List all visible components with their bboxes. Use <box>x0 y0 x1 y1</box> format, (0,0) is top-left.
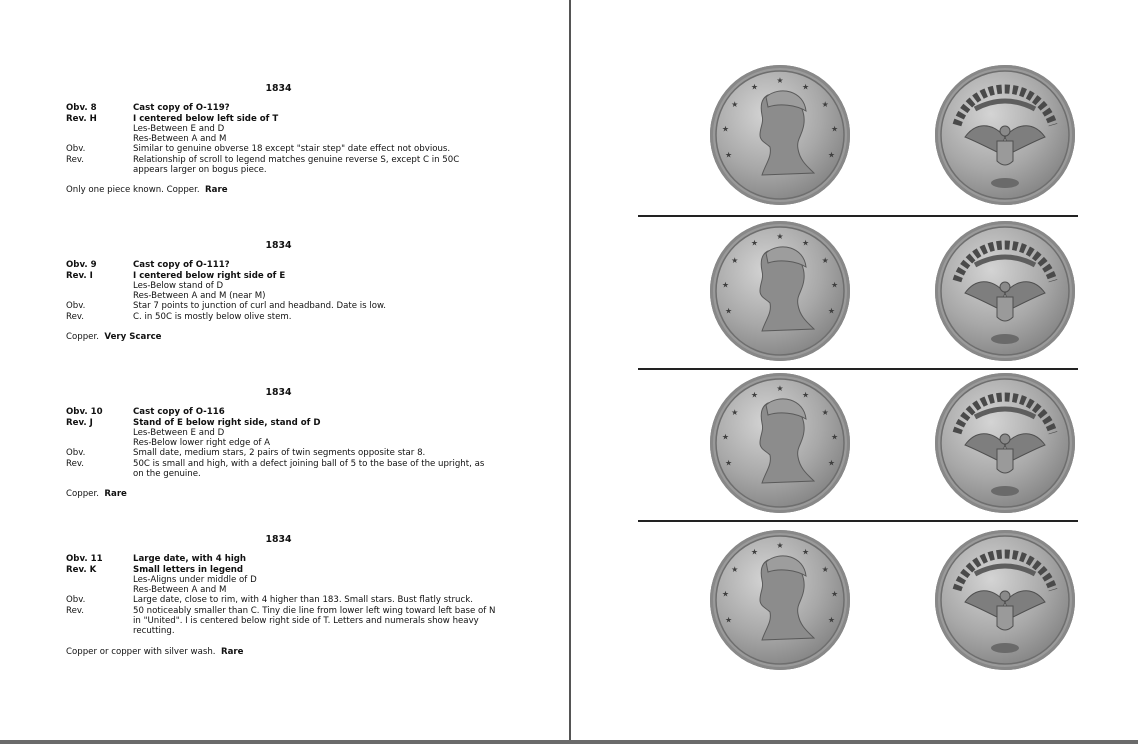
entry-obv-10 <box>66 388 506 500</box>
detail-line: Res-Below lower right edge of A <box>133 438 270 449</box>
reverse-title: I centered below left side of T <box>133 113 279 124</box>
svg-text:★: ★ <box>724 150 733 160</box>
svg-text:★: ★ <box>750 238 759 248</box>
reverse-label: Rev. K <box>66 564 97 575</box>
svg-text:★: ★ <box>831 124 839 134</box>
entry-year: 1834 <box>265 240 292 251</box>
svg-text:★: ★ <box>750 82 759 92</box>
obverse-label: Obv. 10 <box>66 407 103 418</box>
coin-obverse-bust-icon <box>710 373 850 513</box>
reverse-note-label: Rev. <box>66 458 85 469</box>
obverse-label: Obv. 11 <box>66 554 103 565</box>
svg-text:★: ★ <box>776 232 784 241</box>
svg-text:★: ★ <box>724 615 733 625</box>
svg-text:★: ★ <box>801 390 810 400</box>
svg-text:★: ★ <box>821 255 829 265</box>
reverse-label: Rev. J <box>66 417 93 428</box>
reverse-note: 50 noticeably smaller than C. Tiny die line from lower left wing toward left base of N in "United". I is centered below right side of T. Letters and numerals show heavy recutting. <box>133 605 496 637</box>
obverse-note-label: Obv. <box>66 595 86 606</box>
obverse-label: Obv. 8 <box>66 103 97 114</box>
coin-reverse-eagle-icon <box>935 530 1075 670</box>
entry-obv-11 <box>66 535 506 657</box>
reverse-note-label: Rev. <box>66 605 85 616</box>
entry-year: 1834 <box>265 83 292 94</box>
obverse-note-label: Obv. <box>66 301 86 312</box>
bottom-scrollbar[interactable] <box>0 740 1138 744</box>
svg-text:★: ★ <box>731 255 739 265</box>
svg-text:★: ★ <box>827 458 836 468</box>
svg-text:★: ★ <box>776 541 784 550</box>
obverse-note: Small date, medium stars, 2 pairs of twin segments opposite star 8. <box>133 448 426 459</box>
reverse-note: Relationship of scroll to legend matches genuine reverse S, except C in 50C appears larger on bogus piece. <box>133 154 460 176</box>
detail-line: Les-Between E and D <box>133 427 225 438</box>
svg-text:★: ★ <box>721 124 729 134</box>
obverse-title: Cast copy of O-116 <box>133 407 225 418</box>
svg-text:★: ★ <box>731 564 739 574</box>
reverse-note: 50C is small and high, with a defect joining ball of 5 to the base of the upright, as on the genuine. <box>133 458 485 480</box>
reverse-label: Rev. I <box>66 270 93 281</box>
coin-obverse-bust-icon <box>710 530 850 670</box>
reverse-note-label: Rev. <box>66 154 85 165</box>
svg-text:★: ★ <box>731 99 739 109</box>
svg-text:★: ★ <box>821 99 829 109</box>
svg-text:★: ★ <box>721 432 729 442</box>
reverse-title: Small letters in legend <box>133 564 244 575</box>
svg-text:★: ★ <box>821 564 829 574</box>
svg-text:★: ★ <box>731 407 739 417</box>
obverse-note: Large date, close to rim, with 4 higher than 183. Small stars. Bust flatly struck. <box>133 595 473 606</box>
obverse-title: Cast copy of O-119? <box>133 103 230 114</box>
svg-text:★: ★ <box>827 150 836 160</box>
rarity-badge: Rare <box>205 185 228 196</box>
svg-text:★: ★ <box>801 82 810 92</box>
detail-line: Les-Between E and D <box>133 123 225 134</box>
entry-obv-9 <box>66 241 506 342</box>
obverse-note: Star 7 points to junction of curl and headband. Date is low. <box>133 301 387 312</box>
entry-year: 1834 <box>265 387 292 398</box>
rarity-badge: Rare <box>104 489 127 500</box>
rarity-text: Only one piece known. Copper. <box>66 185 200 196</box>
detail-line: Res-Between A and M <box>133 585 227 596</box>
obverse-note-label: Obv. <box>66 144 86 155</box>
svg-text:★: ★ <box>724 458 733 468</box>
row-separator <box>638 368 1078 370</box>
entry-obv-8 <box>66 84 506 196</box>
reverse-note-label: Rev. <box>66 311 85 322</box>
svg-text:★: ★ <box>776 384 784 393</box>
coin-reverse-eagle-icon <box>935 221 1075 361</box>
reverse-title: I centered below right side of E <box>133 270 286 281</box>
rarity-text: Copper or copper with silver wash. <box>66 646 216 657</box>
rarity-line <box>66 332 506 342</box>
detail-line: Les-Below stand of D <box>133 280 224 291</box>
coin-reverse-eagle-icon <box>935 373 1075 513</box>
reverse-note: C. in 50C is mostly below olive stem. <box>133 311 292 322</box>
row-separator <box>638 520 1078 522</box>
svg-text:★: ★ <box>827 615 836 625</box>
svg-text:★: ★ <box>821 407 829 417</box>
rarity-line <box>66 647 506 657</box>
coin-obverse-bust-icon <box>710 221 850 361</box>
rarity-text: Copper. <box>66 489 99 500</box>
row-separator <box>638 215 1078 217</box>
svg-text:★: ★ <box>724 306 733 316</box>
svg-text:★: ★ <box>750 390 759 400</box>
svg-text:★: ★ <box>721 280 729 290</box>
detail-line: Les-Aligns under middle of D <box>133 574 257 585</box>
rarity-text: Copper. <box>66 332 99 343</box>
svg-text:★: ★ <box>801 547 810 557</box>
svg-text:★: ★ <box>827 306 836 316</box>
obverse-note: Similar to genuine obverse 18 except "stair step" date effect not obvious. <box>133 144 451 155</box>
rarity-badge: Rare <box>220 646 244 657</box>
reverse-title: Stand of E below right side, stand of D <box>133 417 321 428</box>
svg-text:★: ★ <box>831 589 839 599</box>
entry-year: 1834 <box>265 534 292 545</box>
detail-line: Res-Between A and M <box>133 134 227 145</box>
reverse-label: Rev. H <box>66 113 97 124</box>
coin-obverse-bust-icon <box>710 65 850 205</box>
svg-text:★: ★ <box>721 589 729 599</box>
rarity-line <box>66 489 506 499</box>
rarity-line <box>66 185 506 195</box>
svg-text:★: ★ <box>776 76 784 85</box>
svg-text:★: ★ <box>801 238 810 248</box>
detail-line: Res-Between A and M (near M) <box>133 291 266 302</box>
svg-text:★: ★ <box>831 280 839 290</box>
obverse-title: Cast copy of O-111? <box>133 260 230 271</box>
rarity-badge: Very Scarce <box>104 332 162 343</box>
obverse-title: Large date, with 4 high <box>133 554 247 565</box>
svg-text:★: ★ <box>750 547 759 557</box>
obverse-label: Obv. 9 <box>66 260 97 271</box>
svg-text:★: ★ <box>831 432 839 442</box>
obverse-note-label: Obv. <box>66 448 86 459</box>
coin-reverse-eagle-icon <box>935 65 1075 205</box>
